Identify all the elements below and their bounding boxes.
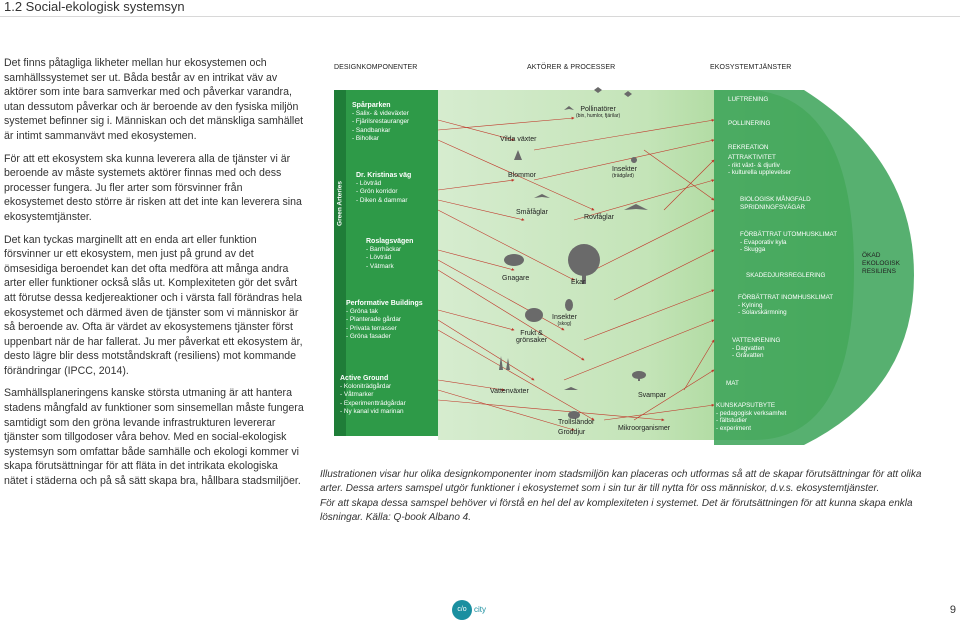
actor-vilda-vaxter: Vilda växter [500,136,537,143]
actor-gnagare: Gnagare [502,275,530,282]
component-item: - Gröna tak [346,308,378,316]
header-divider [0,16,960,17]
component-item: - Barrhäckar [366,246,402,254]
logo-word: city [474,605,486,614]
component-item: - Vätmark [366,262,394,270]
service-kunskapsutbyte: KUNSKAPSUTBYTE - pedagogisk verksamhet - fältstudier - experiment [716,402,787,432]
component-dr-kristinas-vag [356,172,411,205]
page-number: 9 [949,604,956,616]
page-header [0,0,960,14]
service-pollinering: POLLINERING [728,120,771,127]
service-mat: MAT [726,380,739,387]
component-title: Dr. Kristinas väg [356,172,412,179]
green-arteries-label: Green Arteries [336,181,344,226]
component-item: - Ny kanal vid marinan [340,407,404,415]
beetle-silhouette [565,299,573,311]
component-item: - Biholkar [352,134,379,142]
component-item: - Fjärilsrestauranger [352,118,410,126]
component-item: - Sandbankar [352,126,391,134]
component-item: - Våtmarker [340,391,374,399]
oak-silhouette [568,244,600,276]
logo-mark: c/o [452,600,472,620]
component-active-ground [340,375,406,416]
fruit-silhouette [525,308,543,322]
component-item: - Koloniträdgårdar [340,383,392,391]
service-utomhusklimat: FÖRBÄTTRAT UTOMHUSKLIMAT - Evaporativ kyla - Skugga [740,231,838,254]
col-header-design: DESIGNKOMPONENTER [334,64,418,71]
actor-svampar: Svampar [638,392,667,399]
component-item: - Diken & dammar [356,196,408,204]
actor-blommor: Blommor [508,172,537,179]
actor-insekter-skog: Insekter (skog) [552,314,577,327]
insect-silhouette [631,157,637,163]
component-title: Performative Buildings [346,300,423,307]
component-sparparken [352,102,409,143]
col-header-actors: AKTÖRER & PROCESSER [527,64,616,71]
component-item: - Grön korridor [356,188,398,196]
service-biologisk-mangfald: BIOLOGISK MÅNGFALD SPRIDNINGFSVÄGAR [740,196,811,211]
caption-paragraph-2: För att skapa dessa samspel behöver vi förstå en hel del av komplexiteten i systemet. Det är förutsättningen för att kunna skapa enkla lösningar. Källa: Q-book Albano 4. [320,497,913,524]
component-performative-buildings [346,300,423,341]
actor-ekar: Ekar [571,279,586,286]
section-title: 1.2 Social-ekologisk systemsyn [4,0,185,14]
caption-paragraph-1: Illustrationen visar hur olika designkomponenter inom stadsmiljön kan placeras och utformas så att de skapar förutsättningar för att olika arter. Dessa arters samspel utgör funktioner i ekosystemet som i sin tur är till nytta för oss människor, d.v.s. ekosystemtjänster. [320,469,922,495]
component-item: - Planterade gårdar [346,316,402,324]
resilience-label: ÖKAD EKOLOGISK RESILIENS [862,252,900,275]
paragraph-4: Samhällsplaneringens kanske största utmaning är att hantera stadens mångfald av funktioner som sinsemellan måste fungera samtidigt som den gröna levande infrastrukturen levererar tjänster som tillgodoser våra behov. Med en social-ekologisk systemsyn som omfattar både samhälle och ekologi kommer vi skapa förutsättningar för att fläta in det intrikata ekologiska nätet i städerna och på så sätt skapa bra, hållbara stadsmiljöer. [4,387,304,488]
component-item: - Experimentträdgårdar [340,399,406,407]
component-item: - Lövträd [356,180,382,188]
service-luftrening: LUFTRENING [728,96,769,103]
component-title: Spårparken [352,102,391,109]
co-city-logo [452,600,512,620]
actor-vattenvaxter: Vattenväxter [490,388,529,395]
actor-insekter-tradgard: Insekter (trädgård) [612,166,637,179]
component-roslagsvagen [366,238,413,271]
component-item: - Lövträd [366,254,392,262]
actor-smafaglar: Småfåglar [516,209,548,216]
actor-trollslandor-groddjur: Trollsländor Groddjur [558,419,595,436]
service-attraktivitet: ATTRAKTIVITET - rikt växt- & djurliv - kulturella upplevelser [728,154,791,177]
component-item: - Salix- & videväxter [352,110,409,118]
actor-rovfaglar: Rovfåglar [584,214,614,221]
service-vattenrening: VATTENRENING - Dagvatten - Gråvatten [732,337,781,360]
actor-frukt-gronsaker: Frukt & grönsaker [516,330,548,344]
body-text [4,56,304,497]
paragraph-1: Det finns påtagliga likheter mellan hur ekosystemen och samhällssystemet ser ut. Båda består av en intrikat väv av aktörer som inte bara samverkar med och påverkar varandra, utan dessutom påverkar och är beroende av den fysiska miljön systemet befinner sig i. Människan och det mänskliga samhället är intimt sammanvävt med ekosystemen. [4,57,304,142]
service-skadedjursreglering: SKADEDJURSREGLERING [746,272,826,279]
component-title: Roslagsvägen [366,238,414,245]
component-title: Active Ground [340,375,389,382]
rodent-silhouette [504,254,524,266]
service-inomhusklimat: FÖRBÄTTRAT INOMHUSKLIMAT - Kylning - Solavskärmning [738,294,834,317]
actor-mikroorganismer: Mikroorganismer [618,425,671,432]
paragraph-3: Det kan tyckas marginellt att en enda art eller funktion försvinner ur ett ekosystem, men just på grund av det ömsesidiga beroendet kan det ofta medföra att många andra arter eller funktioner också slås ut. Komplexiteten gör det svårt att förutse dessa kedjereaktioner och i värsta fall förändras hela ekosystemet och därmed även de tjänster som vi människor är så beroende av. Ofta är värdet av ekosystemens tjänster först uppenbart när de har fallerat. Ju mer påverkat ett ekosystem är, desto lägre blir dess motståndskraft (resiliens) mot kommande förändringar (IPCC, 2014). [4,233,303,377]
actor-pollinatorer: Pollinatörer (bin, humlor, fjärilar) [576,106,621,119]
col-header-services: EKOSYSTEMTJÄNSTER [710,64,792,71]
paragraph-2: För att ett ekosystem ska kunna leverera alla de tjänster vi är beroende av måste systemets aktörer finnas med och dess processer fungera. Ju fler arter som försvinner från ekosystemet desto större är risken att det inte kan leverera sina ekosystemtjänster. [4,152,302,223]
figure-caption [320,468,930,526]
component-item: - Gröna fasader [346,332,391,340]
service-rekreation: REKREATION [728,144,769,151]
component-item: - Privata terrasser [346,324,397,332]
mushroom-stem [638,375,640,381]
